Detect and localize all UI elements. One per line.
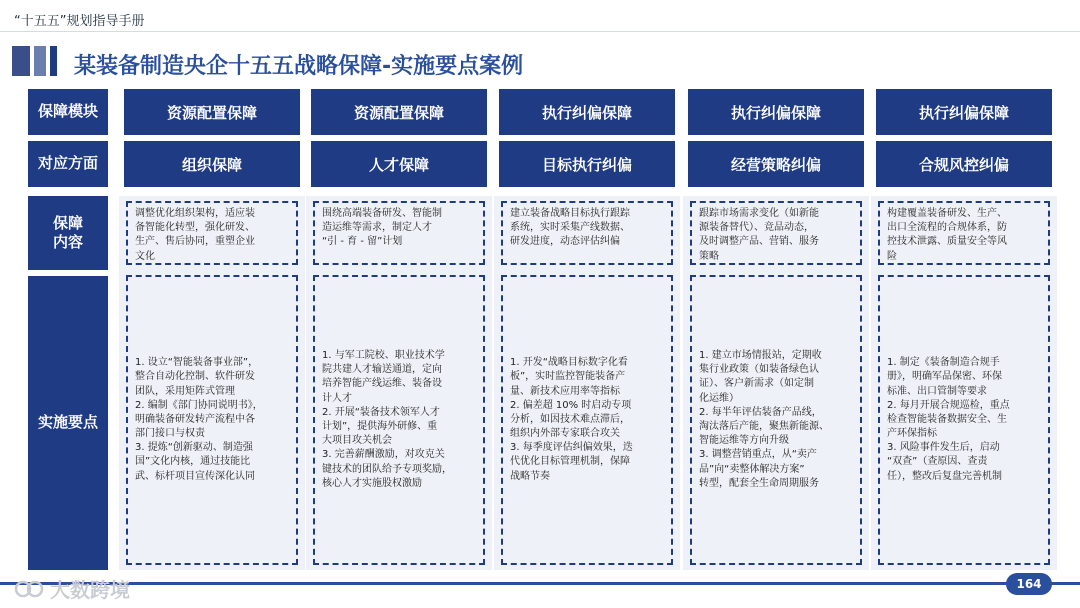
row-label-aspect: 对应方面	[28, 141, 108, 187]
content-text-3: 建立装备战略目标执行跟踪 系统，实时采集产线数据、 研发进度，动态评估纠偏	[501, 201, 673, 265]
key-points-box-3	[494, 270, 680, 570]
aspect-header-2: 人才保障	[311, 141, 487, 187]
row-label-content: 保障 内容	[28, 196, 108, 270]
content-box-4	[683, 196, 869, 270]
content-text-4: 跟踪市场需求变化（如新能 源装备替代）、竞品动态， 及时调整产品、营销、服务 策略	[690, 201, 862, 265]
row-label-key-points: 实施要点	[28, 276, 108, 570]
key-points-text-5: 1. 制定《装备制造合规手 册》，明确军品保密、环保 标准、出口管制等要求 2. 每月开展合规巡检，重点 检查智能装备数据安全、生 产环保指标 3. 风险事件发生后，启动 “双查”（查原因、查责 任），整改后复盘完善机制	[887, 357, 1010, 482]
key-points-text-1: 1. 设立“智能装备事业部”， 整合自动化控制、软件研发 团队，采用矩阵式管理 2. 编制《部门协同说明书》， 明确装备研发转产流程中各 部门接口与权责 3. 提炼“创新驱动、制造强 国”文化内核，通过技能比 武、标杆项目宣传深化认同	[135, 357, 263, 482]
content-box-3	[494, 196, 680, 270]
key-points-text-3: 1. 开发“战略目标数字化看 板”，实时监控智能装备产 量、新技术应用率等指标 2. 偏差超 10% 时启动专项 分析，如因技术难点滞后， 组织内外部专家联合攻关 3. 每季度评估纠偏效果，迭 代优化目标管理机制，保障 战略节奏	[510, 357, 633, 482]
key-points-box-2	[306, 270, 492, 570]
watermark-logo-icon	[14, 578, 44, 600]
module-header-4: 执行纠偏保障	[688, 89, 864, 135]
key-points-box-4	[683, 270, 869, 570]
content-box-2	[306, 196, 492, 270]
content-text-5: 构建覆盖装备研发、生产、 出口全流程的合规体系，防 控技术泄露、质量安全等风 险	[878, 201, 1050, 265]
page-number: 164	[1006, 573, 1052, 595]
key-points-text-2: 1. 与军工院校、职业技术学 院共建人才输送通道，定向 培养智能产线运维、装备设 计人才 2. 开展“装备技术领军人才 计划”，提供海外研修、重 大项目攻关机会 3. 完善薪酬激励，对攻克关 键技术的团队给予专项奖励， 核心人才实施股权激励	[322, 350, 452, 489]
content-text-2: 围绕高端装备研发、智能制 造运维等需求，制定人才 “引 - 育 - 留”计划	[313, 201, 485, 265]
content-box-1	[119, 196, 305, 270]
manual-label: “十五五”规划指导手册	[14, 14, 145, 29]
content-box-5	[871, 196, 1057, 270]
module-header-1: 资源配置保障	[124, 89, 300, 135]
watermark	[14, 574, 130, 603]
page-title: 某装备制造央企十五五战略保障-实施要点案例	[74, 54, 524, 79]
aspect-header-1: 组织保障	[124, 141, 300, 187]
aspect-header-5: 合规风控纠偏	[876, 141, 1052, 187]
aspect-header-3: 目标执行纠偏	[499, 141, 675, 187]
footer-rule	[0, 582, 1080, 585]
key-points-text-4: 1. 建立市场情报站，定期收 集行业政策（如装备绿色认 证）、客户新需求（如定制 化运维） 2. 每半年评估装备产品线， 淘汰落后产能，聚焦新能源、 智能运维等方向升级 3. 调整营销重点，从“卖产 品”向“卖整体解决方案” 转型，配套全生命周期服务	[699, 350, 829, 489]
module-header-5: 执行纠偏保障	[876, 89, 1052, 135]
module-header-2: 资源配置保障	[311, 89, 487, 135]
title-accent-bars	[12, 46, 57, 76]
header-divider	[0, 31, 1080, 32]
key-points-box-1	[119, 270, 305, 570]
content-text-1: 调整优化组织架构，适应装 备智能化转型，强化研发、 生产、售后协同，重塑企业 文化	[126, 201, 298, 265]
key-points-box-5	[871, 270, 1057, 570]
aspect-header-4: 经营策略纠偏	[688, 141, 864, 187]
module-header-3: 执行纠偏保障	[499, 89, 675, 135]
watermark-text: 大数跨境	[50, 578, 130, 602]
row-label-module: 保障模块	[28, 89, 108, 135]
